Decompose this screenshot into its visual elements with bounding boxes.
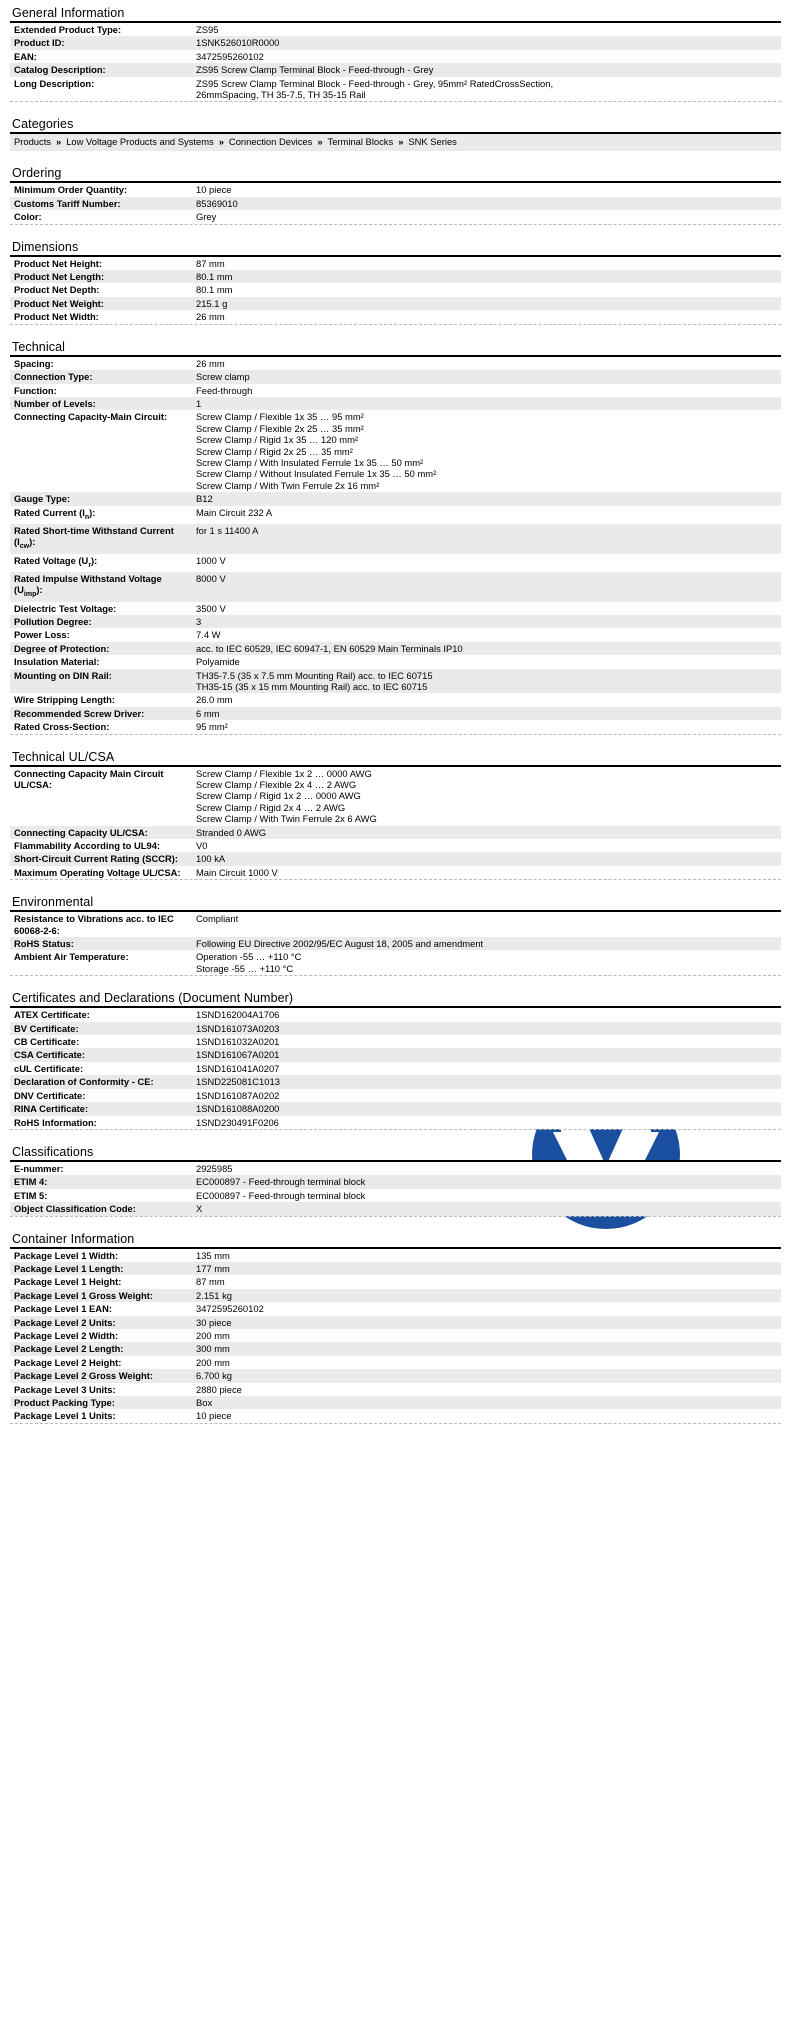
spec-key: Product ID: xyxy=(14,37,65,49)
table-row xyxy=(10,1202,781,1215)
section-spacer xyxy=(10,982,781,991)
spec-key: Package Level 2 Width: xyxy=(14,1329,119,1341)
spec-value: 8000 V xyxy=(196,572,226,584)
spec-value: 1SND161087A0202 xyxy=(196,1089,280,1101)
spec-key: EAN: xyxy=(14,50,37,62)
section-title: Environmental xyxy=(12,895,94,910)
table-row xyxy=(10,1383,781,1396)
section-classifications xyxy=(10,1145,781,1217)
spec-value: Screw clamp xyxy=(196,371,250,383)
spec-key: Short-Circuit Current Rating (SCCR): xyxy=(14,853,179,865)
spec-key: Product Net Depth: xyxy=(14,284,100,296)
spec-value: 6 mm xyxy=(196,707,220,719)
spec-value: 10 piece xyxy=(196,184,232,196)
spec-key: E-nummer: xyxy=(14,1162,64,1174)
spec-value: 1SND161067A0201 xyxy=(196,1049,280,1061)
table-row xyxy=(10,1356,781,1369)
watermark-english: IZE INDUSTRIES xyxy=(504,1287,732,1317)
section-spacer xyxy=(10,331,781,340)
spec-table xyxy=(10,257,781,324)
spec-value: 3472595260102 xyxy=(196,50,264,62)
spec-key: Connecting Capacity-Main Circuit: xyxy=(14,411,168,423)
spec-key: Rated Impulse Withstand Voltage $(U_{imp})$: xyxy=(14,572,162,599)
spec-value: 1SND162004A1706 xyxy=(196,1009,280,1021)
spec-key: Function: xyxy=(14,384,57,396)
spec-key: Flammability According to UL94: xyxy=(14,840,161,851)
spec-key: Maximum Operating Voltage UL/CSA: xyxy=(14,866,181,878)
spec-value: Stranded 0 AWG xyxy=(196,826,266,838)
table-row xyxy=(10,628,781,641)
table-row xyxy=(10,1396,781,1409)
section-bottom-divider xyxy=(10,224,781,225)
section-bottom-divider xyxy=(10,1216,781,1217)
spec-value: V0 xyxy=(196,840,208,851)
table-row xyxy=(10,357,781,370)
table-row xyxy=(10,524,781,554)
spec-table xyxy=(10,183,781,223)
spec-key: cUL Certificate: xyxy=(14,1062,84,1074)
spec-value: 1SND161088A0200 xyxy=(196,1103,280,1115)
section-technical xyxy=(10,340,781,735)
table-row xyxy=(10,50,781,63)
spec-key: Power Loss: xyxy=(14,629,70,641)
spec-value-line: 26mmSpacing, TH 35-7.5, TH 35-15 Rail xyxy=(196,89,366,101)
spec-value: 1SND161041A0207 xyxy=(196,1062,280,1074)
section-title: Technical UL/CSA xyxy=(12,749,115,764)
table-row xyxy=(10,655,781,668)
section-container-information xyxy=(10,1232,781,1424)
spec-key: Color: xyxy=(14,211,42,223)
spec-key: Catalog Description: xyxy=(14,64,106,76)
table-row xyxy=(10,1162,781,1175)
section-spacer xyxy=(10,1223,781,1232)
spec-key: RINA Certificate: xyxy=(14,1103,89,1115)
section-title: Ordering xyxy=(12,166,62,181)
spec-value: 1SND225081C1013 xyxy=(196,1076,280,1088)
table-row xyxy=(10,1329,781,1342)
spec-key: Wire Stripping Length: xyxy=(14,694,115,706)
table-row xyxy=(10,23,781,36)
spec-key: Package Level 1 Length: xyxy=(14,1262,124,1274)
spec-value: 26 mm xyxy=(196,311,225,323)
section-spacer xyxy=(10,741,781,750)
section-technical-ul-csa xyxy=(10,750,781,881)
spec-key: Package Level 2 Length: xyxy=(14,1343,124,1355)
breadcrumb-item[interactable]: Low Voltage Products and Systems xyxy=(66,136,214,148)
spec-key: Customs Tariff Number: xyxy=(14,197,121,209)
table-row xyxy=(10,572,781,602)
spec-key: RoHS Information: xyxy=(14,1116,97,1128)
table-row xyxy=(10,197,781,210)
table-row xyxy=(10,1342,781,1355)
section-spacer xyxy=(10,1430,781,1439)
section-bottom-divider xyxy=(10,101,781,102)
spec-value: 3500 V xyxy=(196,602,226,614)
spec-key: Package Level 3 Units: xyxy=(14,1383,116,1395)
table-row xyxy=(10,866,781,879)
spec-value-line: Screw Clamp / Rigid 2x 25 … 35 mm² xyxy=(196,445,353,457)
breadcrumb-item[interactable]: Connection Devices xyxy=(228,136,313,148)
table-row xyxy=(10,693,781,706)
breadcrumb-separator-icon: » xyxy=(317,136,323,148)
table-row xyxy=(10,1262,781,1275)
spec-table xyxy=(10,1245,781,1423)
spec-table xyxy=(10,912,781,975)
table-row xyxy=(10,77,781,102)
spec-value: Box xyxy=(196,1397,213,1408)
table-row xyxy=(10,183,781,196)
spec-value: acc. to IEC 60529, IEC 60947-1, EN 60529 Main Terminals IP10 xyxy=(196,642,463,654)
spec-value: 87 mm xyxy=(196,257,225,269)
table-row xyxy=(10,506,781,524)
section-spacer xyxy=(10,1136,781,1145)
spec-value: 26.0 mm xyxy=(196,694,233,706)
table-row xyxy=(10,1316,781,1329)
spec-key: ATEX Certificate: xyxy=(14,1009,90,1021)
section-environmental xyxy=(10,895,781,976)
spec-value-line: Screw Clamp / Rigid 2x 4 … 2 AWG xyxy=(196,801,346,813)
spec-value: 1SNK526010R0000 xyxy=(196,37,280,49)
table-row xyxy=(10,1189,781,1202)
spec-value: 1 xyxy=(196,397,202,409)
breadcrumb-separator-icon: » xyxy=(218,136,224,148)
spec-value-line: Screw Clamp / With Twin Ferrule 2x 16 mm² xyxy=(196,479,380,491)
spec-value-line: Screw Clamp / Flexible 2x 25 … 35 mm² xyxy=(196,422,364,434)
spec-value: 85369010 xyxy=(196,197,238,209)
spec-value: 1SND230491F0206 xyxy=(196,1116,279,1128)
table-row xyxy=(10,397,781,410)
spec-value: Compliant xyxy=(196,913,239,925)
spec-value-line: Screw Clamp / Rigid 1x 2 … 0000 AWG xyxy=(196,790,361,802)
section-spacer xyxy=(10,886,781,895)
spec-value: for 1 s 11400 A xyxy=(196,524,259,536)
spec-value: 87 mm xyxy=(196,1276,225,1288)
spec-key: Product Net Width: xyxy=(14,311,99,323)
spec-value: 95 mm² xyxy=(196,721,228,733)
spec-key: Rated Voltage $(U_r)$: xyxy=(14,554,98,569)
spec-value: Feed-through xyxy=(196,384,253,396)
table-row xyxy=(10,1035,781,1048)
spec-value xyxy=(192,669,781,694)
spec-value: 200 mm xyxy=(196,1329,230,1341)
spec-value: 200 mm xyxy=(196,1356,230,1368)
spec-key: Rated Current $(I_n)$: xyxy=(14,506,96,521)
table-row xyxy=(10,720,781,733)
breadcrumb-item[interactable]: SNK Series xyxy=(408,136,457,148)
table-row xyxy=(10,1075,781,1088)
spec-key: BV Certificate: xyxy=(14,1022,79,1034)
spec-key: Package Level 1 EAN: xyxy=(14,1303,112,1315)
spec-key: Connecting Capacity Main Circuit UL/CSA: xyxy=(14,767,164,790)
spec-key: Package Level 2 Height: xyxy=(14,1356,122,1368)
spec-value: 30 piece xyxy=(196,1316,232,1328)
spec-value: 7.4 W xyxy=(196,629,221,641)
table-row xyxy=(10,1289,781,1302)
section-bottom-divider xyxy=(10,879,781,880)
spec-value-line: Screw Clamp / Without Insulated Ferrule 1x 35 … 50 mm² xyxy=(196,468,437,480)
spec-value-line: Operation -55 … +110 °C xyxy=(196,951,302,963)
spec-key: Mounting on DIN Rail: xyxy=(14,669,112,681)
table-row xyxy=(10,210,781,223)
spec-value: 1SND161032A0201 xyxy=(196,1036,280,1048)
spec-value: Main Circuit 1000 V xyxy=(196,866,278,878)
spec-table xyxy=(10,1162,781,1216)
section-ordering xyxy=(10,166,781,224)
spec-key: ETIM 4: xyxy=(14,1176,48,1188)
section-spacer xyxy=(10,157,781,166)
table-row xyxy=(10,1249,781,1262)
spec-key: Connecting Capacity UL/CSA: xyxy=(14,826,148,838)
section-bottom-divider xyxy=(10,734,781,735)
breadcrumb-item[interactable]: Terminal Blocks xyxy=(327,136,394,148)
spec-value: 100 kA xyxy=(196,853,226,865)
section-title: Container Information xyxy=(12,1231,135,1246)
spec-table xyxy=(10,357,781,734)
spec-value: Main Circuit 232 A xyxy=(196,506,273,518)
spec-key: Product Net Length: xyxy=(14,271,105,283)
spec-key: CSA Certificate: xyxy=(14,1049,86,1061)
spec-value: 2.151 kg xyxy=(196,1289,232,1301)
table-row xyxy=(10,950,781,975)
spec-key: Number of Levels: xyxy=(14,397,96,409)
spec-value: 215.1 g xyxy=(196,297,228,309)
spec-value: ZS95 xyxy=(196,24,219,35)
spec-value: EC000897 - Feed-through terminal block xyxy=(196,1176,366,1188)
spec-key: Declaration of Conformity - CE: xyxy=(14,1076,154,1088)
table-row xyxy=(10,283,781,296)
spec-value-line: Screw Clamp / Flexible 1x 2 … 0000 AWG xyxy=(196,767,372,779)
table-row xyxy=(10,767,781,826)
spec-key: Degree of Protection: xyxy=(14,642,110,654)
spec-value-line: Screw Clamp / With Twin Ferrule 2x 6 AWG xyxy=(196,813,377,825)
spec-value: 80.1 mm xyxy=(196,284,233,296)
spec-table xyxy=(10,767,781,880)
spec-value-line: Screw Clamp / With Insulated Ferrule 1x 35 … 50 mm² xyxy=(196,456,424,468)
spec-value: 135 mm xyxy=(196,1249,230,1261)
spec-value: Grey xyxy=(196,211,217,223)
spec-key: Long Description: xyxy=(14,77,95,89)
section-title: Dimensions xyxy=(12,239,79,254)
spec-key: Package Level 1 Height: xyxy=(14,1276,122,1288)
section-title: Certificates and Declarations (Document Number) xyxy=(12,991,294,1006)
table-row xyxy=(10,1048,781,1061)
spec-value: 300 mm xyxy=(196,1343,230,1355)
breadcrumb-separator-icon: » xyxy=(398,136,404,148)
breadcrumb-item[interactable]: Products xyxy=(14,136,51,148)
spec-value: Following EU Directive 2002/95/EC August 18, 2005 and amendment xyxy=(196,938,484,950)
spec-key: Dielectric Test Voltage: xyxy=(14,602,117,614)
spec-key: Spacing: xyxy=(14,357,54,369)
spec-key: Connection Type: xyxy=(14,371,93,383)
section-spacer xyxy=(10,108,781,117)
spec-value xyxy=(192,950,781,975)
table-row xyxy=(10,1008,781,1021)
table-row xyxy=(10,1062,781,1075)
spec-value: ZS95 Screw Clamp Terminal Block - Feed-through - Grey xyxy=(196,64,434,76)
spec-key: Package Level 1 Width: xyxy=(14,1249,119,1261)
spec-key: Insulation Material: xyxy=(14,656,100,668)
table-row xyxy=(10,602,781,615)
section-bottom-divider xyxy=(10,975,781,976)
table-row xyxy=(10,1275,781,1288)
spec-value: EC000897 - Feed-through terminal block xyxy=(196,1189,366,1201)
spec-key: Package Level 2 Gross Weight: xyxy=(14,1370,153,1382)
spec-key: Pollution Degree: xyxy=(14,615,92,627)
section-title: General Information xyxy=(12,6,125,20)
table-row xyxy=(10,410,781,492)
table-row xyxy=(10,1302,781,1315)
spec-key: Product Net Height: xyxy=(14,257,103,269)
spec-key: Recommended Screw Driver: xyxy=(14,707,145,719)
spec-key: RoHS Status: xyxy=(14,938,74,950)
spec-value: 26 mm xyxy=(196,357,225,369)
spec-value-line: TH35-7.5 (35 x 7.5 mm Mounting Rail) acc. to IEC 60715 xyxy=(196,669,433,681)
spec-value: 1SND161073A0203 xyxy=(196,1022,280,1034)
table-row xyxy=(10,1175,781,1188)
spec-key: CB Certificate: xyxy=(14,1036,80,1048)
spec-key: Product Packing Type: xyxy=(14,1397,115,1408)
watermark-chinese: 爱泽工业 xyxy=(540,1245,696,1288)
breadcrumb xyxy=(10,134,781,151)
section-title: Classifications xyxy=(12,1144,94,1159)
spec-key: Package Level 2 Units: xyxy=(14,1316,116,1328)
table-row xyxy=(10,492,781,505)
section-bottom-divider xyxy=(10,1129,781,1130)
section-spacer xyxy=(10,231,781,240)
spec-key: Object Classification Code: xyxy=(14,1203,136,1215)
spec-value: 1000 V xyxy=(196,554,226,566)
spec-key: Gauge Type: xyxy=(14,493,71,505)
table-row xyxy=(10,36,781,49)
spec-value-line: Screw Clamp / Rigid 1x 35 … 120 mm² xyxy=(196,434,359,446)
spec-value: 2925985 xyxy=(196,1162,233,1174)
spec-value-line: Storage -55 … +110 °C xyxy=(196,962,294,974)
table-row xyxy=(10,270,781,283)
spec-value: 3 xyxy=(196,615,202,627)
spec-table xyxy=(10,23,781,101)
table-row xyxy=(10,839,781,852)
table-row xyxy=(10,937,781,950)
spec-value: 3472595260102 xyxy=(196,1303,264,1315)
table-row xyxy=(10,554,781,572)
spec-value: Polyamide xyxy=(196,656,240,668)
table-row xyxy=(10,642,781,655)
spec-value: B12 xyxy=(196,493,213,505)
spec-value: 80.1 mm xyxy=(196,271,233,283)
section-categories xyxy=(10,117,781,151)
table-row xyxy=(10,669,781,694)
table-row xyxy=(10,1089,781,1102)
section-dimensions xyxy=(10,240,781,325)
spec-key: Extended Product Type: xyxy=(14,24,122,35)
spec-value xyxy=(192,767,781,826)
table-row xyxy=(10,310,781,323)
spec-key: Ambient Air Temperature: xyxy=(14,951,129,963)
spec-value-line: ZS95 Screw Clamp Terminal Block - Feed-through - Grey, 95mm² RatedCrossSection, xyxy=(196,77,554,89)
spec-key: ETIM 5: xyxy=(14,1189,48,1201)
spec-value xyxy=(192,410,781,492)
spec-key: DNV Certificate: xyxy=(14,1089,86,1101)
section-bottom-divider xyxy=(10,1423,781,1424)
table-row xyxy=(10,1409,781,1422)
table-row xyxy=(10,1102,781,1115)
spec-value: X xyxy=(196,1203,203,1215)
spec-value: 10 piece xyxy=(196,1410,232,1422)
table-row xyxy=(10,1022,781,1035)
table-row xyxy=(10,707,781,720)
table-row xyxy=(10,615,781,628)
spec-value-line: Screw Clamp / Flexible 1x 35 … 95 mm² xyxy=(196,411,364,423)
spec-value: 2880 piece xyxy=(196,1383,242,1395)
spec-value-line: Screw Clamp / Flexible 2x 4 … 2 AWG xyxy=(196,778,357,790)
table-row xyxy=(10,297,781,310)
spec-table xyxy=(10,1008,781,1129)
table-row xyxy=(10,826,781,839)
table-row xyxy=(10,1369,781,1382)
breadcrumb-separator-icon: » xyxy=(56,136,62,148)
spec-key: Resistance to Vibrations acc. to IEC 60068-2-6: xyxy=(14,913,174,936)
spec-value-line: TH35-15 (35 x 15 mm Mounting Rail) acc. to IEC 60715 xyxy=(196,680,428,692)
table-row xyxy=(10,852,781,865)
section-bottom-divider xyxy=(10,324,781,325)
table-row xyxy=(10,63,781,76)
spec-value: 6.700 kg xyxy=(196,1370,232,1382)
table-row xyxy=(10,257,781,270)
section-general-information xyxy=(10,6,781,102)
spec-value xyxy=(192,77,781,102)
spec-value: 177 mm xyxy=(196,1262,230,1274)
spec-key: Minimum Order Quantity: xyxy=(14,184,128,196)
section-title: Categories xyxy=(12,117,74,132)
table-row xyxy=(10,1116,781,1129)
spec-key: Product Net Weight: xyxy=(14,297,104,309)
spec-key: Rated Short-time Withstand Current $(I_{cw})$: xyxy=(14,524,174,551)
section-certificates-and-declarations xyxy=(10,991,781,1130)
spec-key: Package Level 1 Units: xyxy=(14,1410,116,1422)
section-title: Technical xyxy=(12,339,66,354)
table-row xyxy=(10,370,781,383)
spec-key: Package Level 1 Gross Weight: xyxy=(14,1289,153,1301)
table-row xyxy=(10,912,781,937)
table-row xyxy=(10,384,781,397)
spec-key: Rated Cross-Section: xyxy=(14,721,110,733)
